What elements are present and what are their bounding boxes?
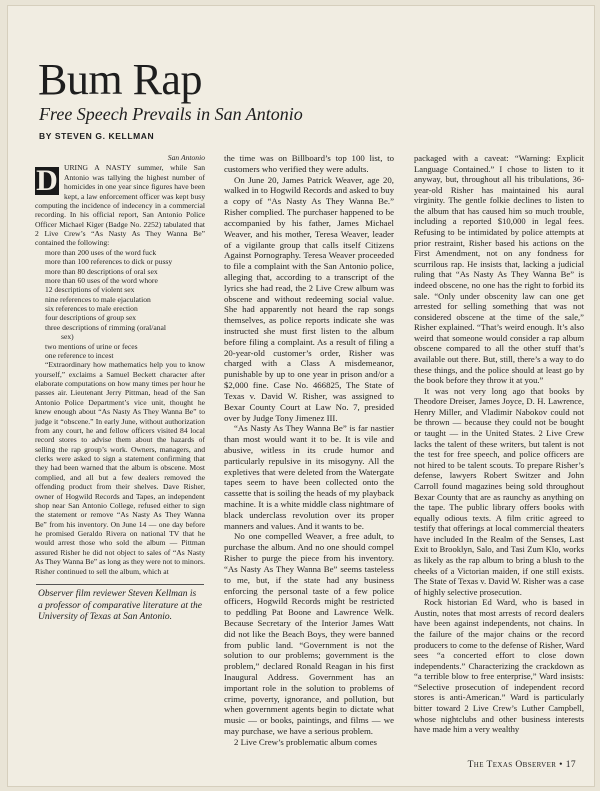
body-paragraph: It was not very long ago that books by Theodore Dreiser, James Joyce, D. H. Lawrence, Henry Miller, and Vladimir Nabokov could not be thrown — because they could not be bought or taught — in the United States. 2 Live Crew lacks the talent of these writers, but talent is not the test for free speech, and police officers are not hired to be talent scouts. To prepare Risher’s defense, lawyers Robert Switzer and John Carroll found magazines being sold throughout Bexar County that are as raunchy as anything on the tape. The public library offers books with equally odious texts. A film critic agreed to testify that offerings at local commercial theaters have included In the Realm of the Senses, Last Exit to Brooklyn, Salo, and Tasi Zum Klo, works as likely as the rap album to bring a blush to the cheeks of a Victorian maiden, if one still exists. The State of Texas v. David W. Risher was a case of highly selective prosecution.	[414, 385, 584, 597]
footer-separator: •	[559, 760, 563, 770]
list-item: sex)	[61, 332, 74, 342]
drop-cap-letter: D	[36, 164, 58, 198]
body-paragraph: “As Nasty As They Wanna Be” is far nastier than most would want it to be. It is vile and abusive, witless in its crude humor and particularly repulsive in its misogyny. All the expletives that were deleted from the Watergate tapes seem to have been collected onto the cassette that is soiling the heads of my playback machine. It is a white middle class nightmare of black underclass revolution over its proper manners and values. And it wants to be.	[224, 423, 394, 531]
body-paragraph: On June 20, James Patrick Weaver, age 20, walked in to Hogwild Records and asked to buy a copy of “As Nasty As They Wanna Be.” Risher complied. The purchaser happened to be accompanied by his father, James Michael Weaver, and his mother, Teresa Weaver, leader of a vigilante group that calls itself Citizens Against Pornography. Teresa Weaver proceeded to file a complaint with the San Antonio police, alleging that, according to a transcript of the lyrics she had read, the 2 Live Crew album was obscene and without redeeming social value. She had apparently not heard the rap songs themselves, as police reports indicate she was instructed she must first listen to the album before filing a complaint. As a result of filing a 20-year-old customer’s order, Risher was charged with a Class A misdemeanor, punishable by up to one year in prison and/or a $2,000 fine. Case No. 466825, The State of Texas v. David W. Risher, was assigned to Bexar County Court at Law No. 7, presided over by Judge Tony Jimenez III.	[224, 174, 394, 423]
bio-divider	[36, 584, 204, 585]
list-item: one reference to incest	[45, 350, 114, 360]
list-item: more than 100 references to dick or pussy	[45, 257, 173, 267]
dateline: San Antonio	[167, 153, 205, 162]
article-subtitle: Free Speech Prevails in San Antonio	[39, 104, 303, 124]
magazine-page	[8, 6, 594, 786]
page-footer	[468, 760, 576, 770]
byline: BY STEVEN G. KELLMAN	[39, 131, 155, 141]
column-1	[35, 153, 205, 576]
article-title: Bum Rap	[38, 55, 202, 104]
column-2	[224, 153, 394, 748]
list-item: more than 80 descriptions of oral sex	[45, 266, 158, 276]
list-item: three descriptions of rimming (oral/anal	[45, 322, 167, 332]
list-item: six references to male erection	[45, 304, 138, 313]
list-item: four descriptions of group sex	[45, 313, 137, 323]
list-item: two mentions of urine or feces	[45, 341, 138, 351]
list-item: nine references to male ejaculation	[45, 294, 151, 304]
publication-name: The Texas Observer	[467, 760, 557, 770]
author-bio: Observer film reviewer Steven Kellman is a professor of comparative literature at the University of Texas at San Antonio.	[38, 589, 202, 622]
body-paragraph: No one compelled Weaver, a free adult, to purchase the album. And no one should compel Risher to purge the piece from his inventory. “As Nasty As They Wanna Be” seems tasteless to me, but, if the state had any business enforcing the personal taste of a few police officers, Hogwild Records might be restricted to peddling Pat Boone and Lawrence Welk. Because Secretary of the Interior James Watt did not like the Beach Boys, they were banned from public land. “Government is not the solution to our problems; government is the problem,” declared Ronald Reagan in his first Inaugural Address. Government has an important role in the solution to problems of crime, poverty, ignorance, and pollution, but when government agents begin to dictate what music — or books, paintings, and films — we may purchase, we have a serious problem.	[224, 531, 394, 737]
lead-paragraph: URING A NASTY summer, while San Antonio was tallying the highest number of homicides in one year since figures have been kept, a law enforcement officer was kept busy computing the incidence of indecency in a commercial recording. In his official report, San Antonio Police Officer Michael Kiger (Badge No. 2252) tabulated that 2 Live Crew’s “As Nasty As They Wanna Be” contained the following:	[35, 163, 205, 248]
body-paragraph: “Extraordinary how mathematics help you to know yourself,” exclaims a Samuel Beckett character after elaborate computations on how many times per hour he passes air. Lieutenant Jerry Pittman, head of the San Antonio Police Department’s vice unit, thought he knew enough about “As Nasty As They Wanna Be” to judge it “obscene.” In early June, without authorization from any court, he and fellow officers visited 84 local record stores to advise them about the hazards of selling the rap group’s work. Owners, managers, and clerks were asked to sign a statement confirming that they had been warned that the album is obscene. Most complied, and all but a few dealers removed the offending product from their shelves. Dave Risher, owner of Hogwild Records and Tapes, an independent shop near San Antonio College, refused either to sign the statement or remove “As Nasty As They Wanna Be” from his inventory. On June 14 — one day before he promised Geraldo Rivera on national TV that he would arrest those who sold the album — Pittman assured Risher he did not object to sales of “As Nasty As They Wanna Be” as long as they were not to minors. Risher continued to sell the album, which at	[35, 360, 205, 576]
body-paragraph: the time was on Billboard’s top 100 list, to customers who verified they were adults.	[224, 153, 394, 174]
list-item: more than 60 uses of the word whore	[45, 275, 158, 285]
drop-cap	[35, 164, 59, 198]
indecency-tally-list	[35, 248, 205, 361]
body-paragraph: packaged with a caveat: “Warning: Explicit Language Contained.” I chose to listen to it anyway, but, throughout all his tribulations, 36-year-old Risher has maintained his aural virginity. The gentle folkie declines to listen to the album that has caused him so much trouble, including a reported $10,000 in legal fees. Refusing to be intimidated by police attempts at prior restraint, Risher based his actions on the First Amendment, not on any fondness for scurrilous rap. He insists that, lacking a judicial ruling that “As Nasty As They Wanna Be” is indeed obscene, no one has the right to forbid its sale. “Only under obscenity law can one get arrested for selling something that was not considered obscene at the time of the sale,” Risher explained. “That’s weird enough. It’s also weird that someone would consider a rap album obscene compared to all the other stuff that’s available out there. But, still, there’s a way to do these things, and the police should at least go by the book before they throw it at you.”	[414, 153, 584, 386]
body-paragraph: 2 Live Crew’s problematic album comes	[234, 736, 377, 747]
column-3	[414, 153, 584, 735]
list-item: more than 200 uses of the word fuck	[45, 247, 157, 257]
body-paragraph: Rock historian Ed Ward, who is based in Austin, notes that most arrests of record dealers have been against independents, not chains. In the failure of the major chains or the record producers to come to the defense of Risher, Ward sees “a concerted effort to close down independents.” Characterizing the crackdown as “a terrible blow to free enterprise,” Ward insists: “Selective prosecution of independent record stores is anti-American.” Ward is particularly bitter toward 2 Live Crew’s Luther Campbell, whose nightclubs and other business interests have made him a very wealthy	[414, 597, 584, 735]
page-number: 17	[565, 760, 576, 770]
list-item: 12 descriptions of violent sex	[45, 285, 135, 295]
